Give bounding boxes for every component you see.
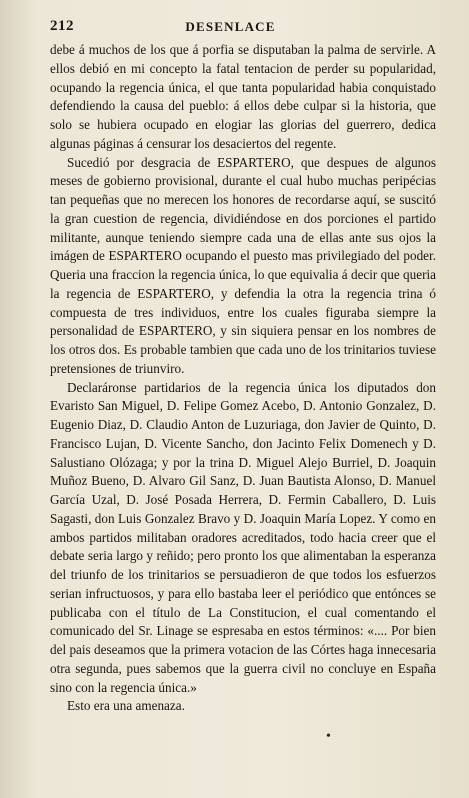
paragraph-1: debe á muchos de los que á porfia se disputaban la palma de servirle. A ellos debió en mi concepto la fatal tentacion de perder su popularidad, ocupando la regencia única, el que tanta popularidad habia conquistado defendiendo la causa del pueblo: á ellos debe culpar si la historia, que solo se hubiera ocupado en elogiar las glorias del guerrero, dedica algunas páginas á censurar los desaciertos del regente. — [50, 42, 436, 151]
running-head: DESENLACE — [185, 19, 276, 34]
body-text — [50, 41, 436, 716]
page-header — [50, 18, 411, 40]
paragraph-3: Declaráronse partidarios de la regencia única los diputados don Evaristo San Miguel, D. Felipe Gomez Acebo, D. Antonio Gonzalez, D. Eugenio Diaz, D. Claudio Anton de Luzuriaga, don Javier de Quinto, D. Francisco Lujan, D. Vicente Sancho, don Jacinto Felix Domenech y D. Salustiano Olózaga; y por la trina D. Miguel Alejo Burriel, D. Joaquin Muñoz Bueno, D. Alvaro Gil Sanz, D. Juan Bautista Alonso, D. Manuel García Uzal, D. José Posada Herrera, D. Fermin Caballero, D. Luis Sagasti, don Luis Gonzalez Bravo y D. Joaquin María Lopez. Y como en ambos partidos militaban oradores acreditados, todo hacia creer que el debate seria largo y reñido; pero pronto los que alimentaban la esperanza del triunfo de los trinitarios se persuadieron de que todos los esfuerzos serian infructuosos, y para ello bastaba leer el periódico que entónces se publicaba con el título de La Constitucion, el cual comentando el comunicado del Sr. Linage se espresaba en estos términos: «.... Por bien del pais deseamos que la primera votacion de las Córtes haga innecesaria otra segunda, pues sabemos que la guerra civil no concluye en España sino con la regencia única.» — [50, 379, 436, 695]
printer-ornament: • — [326, 729, 331, 744]
paragraph-4: Esto era una amenaza. — [67, 698, 185, 714]
paragraph-2: Sucedió por desgracia de ESPARTERO, que despues de algunos meses de gobierno provisional, durante el cual hubo muchas peripécias tan pequeñas que no merecen los honores de recordarse aquí, se suscitó la gran cuestion de regencia, dividiéndose en dos porciones el partido militante, aunque teniendo siempre cada una de ellas ante sus ojos la imágen de ESPARTERO ocupando el puesto mas privilegiado del poder. Queria una fraccion la regencia única, lo que equivalia á decir que queria la regencia de ESPARTERO, y defendia la otra la regencia trina ó compuesta de tres individuos, entre los cuales figuraba siempre la personalidad de ESPARTERO, y sin siquiera pensar en los nombres de los otros dos. Es probable tambien que cada uno de los trinitarios tuviese pretensiones de triunviro. — [50, 154, 436, 376]
page-number: 212 — [50, 18, 74, 34]
